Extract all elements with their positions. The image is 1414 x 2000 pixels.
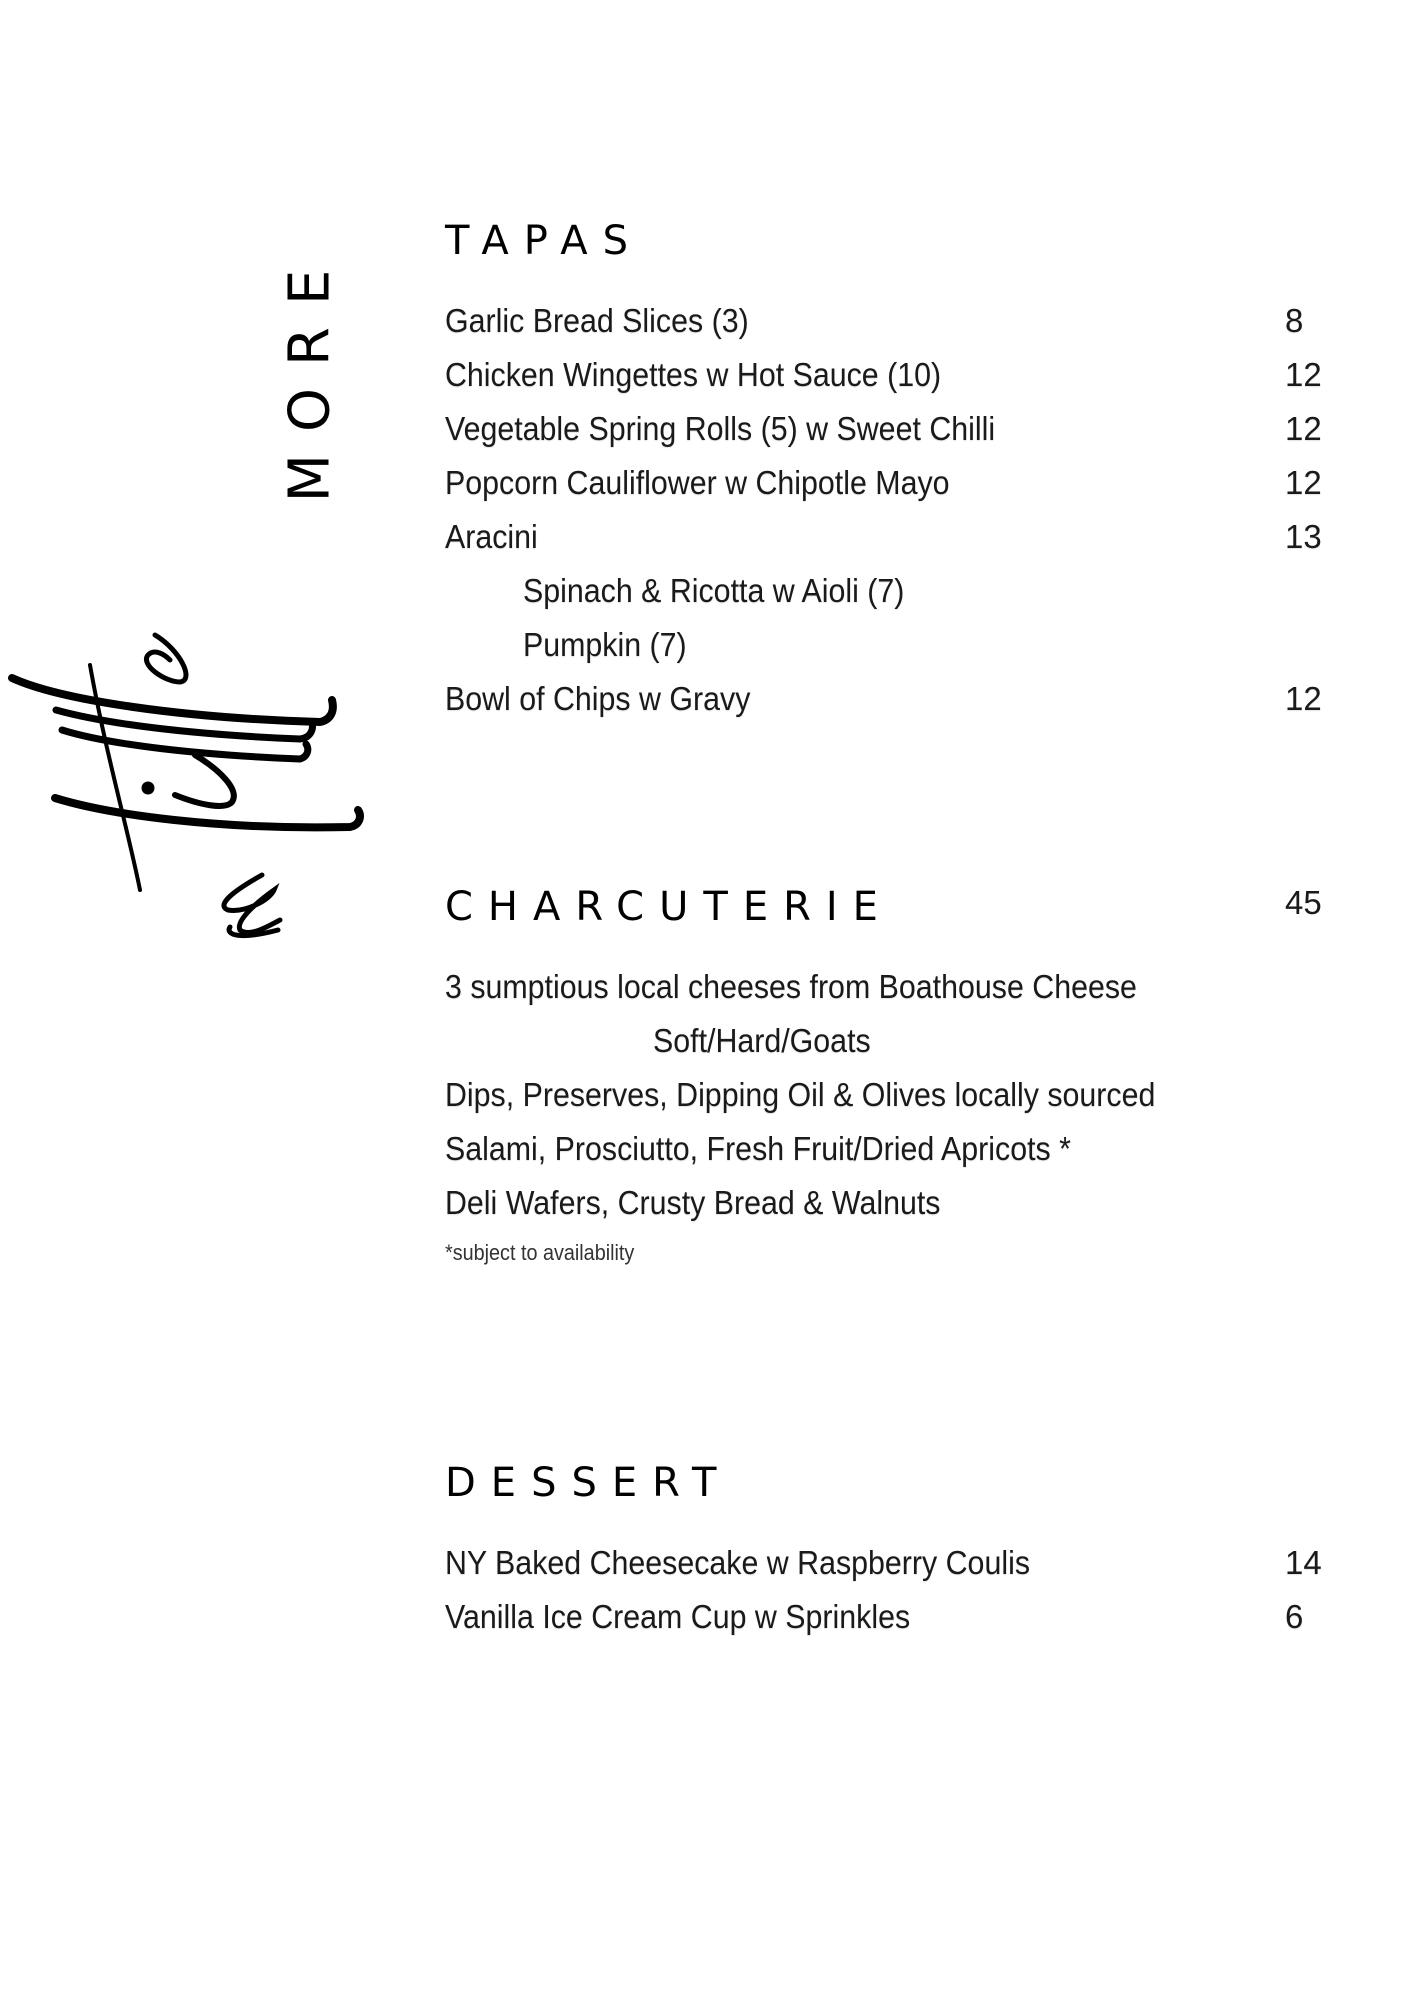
item-name: Bowl of Chips w Gravy	[445, 680, 751, 717]
menu-item	[445, 1544, 1325, 1594]
item-price: 6	[1285, 1598, 1304, 1635]
title-more-text: MORE	[277, 247, 343, 503]
item-name: Aracini	[445, 518, 538, 555]
charcuterie-line	[445, 968, 1325, 1018]
item-name: Popcorn Cauliflower w Chipotle Mayo	[445, 464, 950, 501]
charcuterie-line	[445, 1076, 1325, 1126]
item-price: 12	[1285, 680, 1322, 717]
item-price: 12	[1285, 356, 1322, 393]
title-more-vertical	[277, 230, 343, 520]
dessert-heading: DESSERT	[445, 1460, 732, 1506]
item-name: Pumpkin (7)	[523, 626, 687, 663]
menu-item	[445, 518, 1325, 568]
tapas-heading: TAPAS	[445, 218, 644, 264]
availability-note: *subject to availability	[445, 1240, 635, 1265]
charcuterie-price: 45	[1285, 884, 1322, 921]
item-name: Vanilla Ice Cream Cup w Sprinkles	[445, 1598, 911, 1635]
menu-item	[445, 410, 1325, 460]
menu-item	[445, 1598, 1325, 1648]
item-price: 14	[1285, 1544, 1322, 1581]
line-text: 3 sumptious local cheeses from Boathouse Cheese	[445, 968, 1137, 1005]
charcuterie-line	[445, 1130, 1325, 1180]
item-name: Vegetable Spring Rolls (5) w Sweet Chilli	[445, 410, 996, 447]
menu-item	[445, 356, 1325, 406]
a-little-script-logo	[0, 450, 380, 950]
item-name: Spinach & Ricotta w Aioli (7)	[523, 572, 905, 609]
menu-item	[445, 302, 1325, 352]
menu-subitem	[445, 572, 1325, 622]
charcuterie-line	[445, 1184, 1325, 1234]
item-price: 13	[1285, 518, 1322, 555]
charcuterie-line	[445, 1022, 1325, 1072]
item-name: NY Baked Cheesecake w Raspberry Coulis	[445, 1544, 1031, 1581]
line-text: Deli Wafers, Crusty Bread & Walnuts	[445, 1184, 941, 1221]
line-text: Soft/Hard/Goats	[653, 1022, 871, 1059]
line-text: Salami, Prosciutto, Fresh Fruit/Dried Apricots *	[445, 1130, 1071, 1167]
menu-item	[445, 464, 1325, 514]
charcuterie-heading: CHARCUTERIE	[445, 884, 893, 930]
item-price: 12	[1285, 410, 1322, 447]
item-price: 12	[1285, 464, 1322, 501]
item-name: Chicken Wingettes w Hot Sauce (10)	[445, 356, 942, 393]
menu-subitem	[445, 626, 1325, 676]
line-text: Dips, Preserves, Dipping Oil & Olives locally sourced	[445, 1076, 1156, 1113]
menu-item	[445, 680, 1325, 730]
item-price: 8	[1285, 302, 1304, 339]
item-name: Garlic Bread Slices (3)	[445, 302, 749, 339]
